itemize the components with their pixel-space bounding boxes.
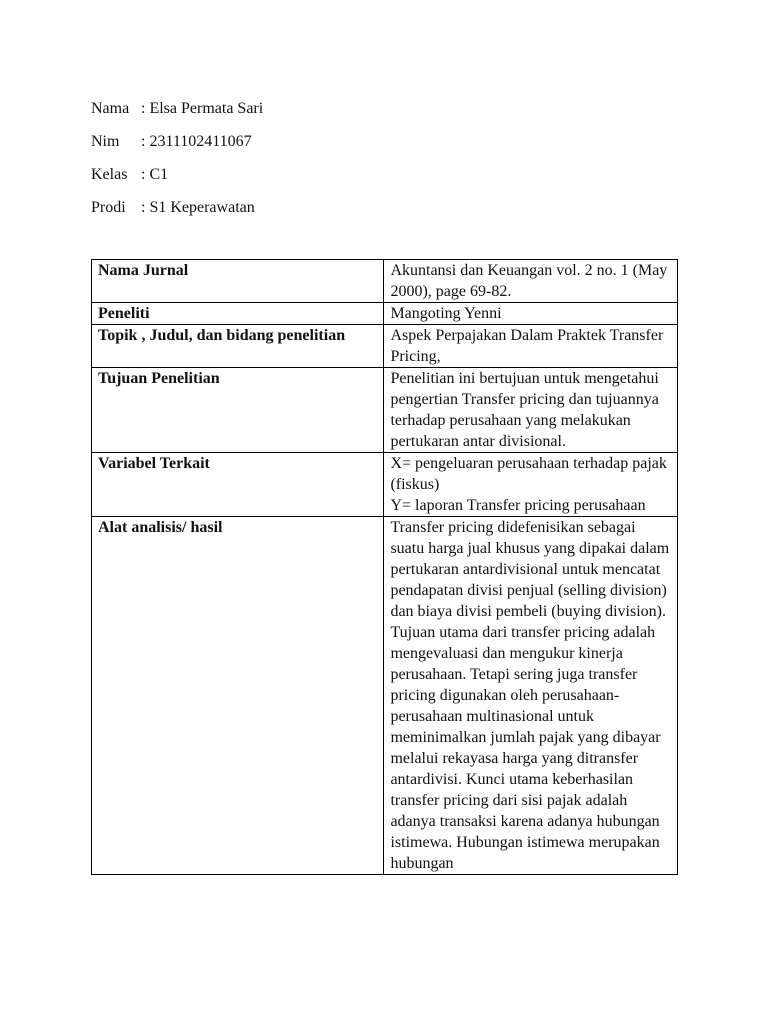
row-label: Peneliti xyxy=(92,303,384,325)
table-row xyxy=(92,325,678,368)
field-nim xyxy=(91,125,263,158)
field-value: : Elsa Permata Sari xyxy=(141,99,264,117)
field-label: Prodi xyxy=(91,198,126,216)
journal-review-table xyxy=(91,259,678,875)
field-value: : C1 xyxy=(141,165,169,183)
field-label: Nim xyxy=(91,132,120,150)
field-nama xyxy=(91,92,263,125)
row-label: Tujuan Penelitian xyxy=(92,368,384,453)
row-value: Aspek Perpajakan Dalam Praktek Transfer Pricing, xyxy=(384,325,678,368)
row-value: Penelitian ini bertujuan untuk mengetahui pengertian Transfer pricing dan tujuannya terhadap perusahaan yang melakukan pertukaran antar divisional. xyxy=(384,368,678,453)
table-row xyxy=(92,453,678,517)
row-label: Alat analisis/ hasil xyxy=(92,517,384,875)
table-row xyxy=(92,517,678,875)
variable-y: Y= laporan Transfer pricing perusahaan xyxy=(390,497,646,514)
field-label: Nama xyxy=(91,99,130,117)
table-row xyxy=(92,260,678,303)
row-label: Nama Jurnal xyxy=(92,260,384,303)
student-info xyxy=(91,92,263,224)
row-value: Mangoting Yenni xyxy=(384,303,678,325)
field-value: : S1 Keperawatan xyxy=(141,198,255,216)
table-row xyxy=(92,368,678,453)
field-label: Kelas xyxy=(91,165,128,183)
row-label: Variabel Terkait xyxy=(92,453,384,517)
field-value: : 2311102411067 xyxy=(141,132,252,150)
variable-x: X= pengeluaran perusahaan terhadap pajak (fiskus) xyxy=(390,455,667,493)
table-row xyxy=(92,303,678,325)
field-kelas xyxy=(91,158,263,191)
field-prodi xyxy=(91,191,263,224)
row-label: Topik , Judul, dan bidang penelitian xyxy=(92,325,384,368)
row-value: Akuntansi dan Keuangan vol. 2 no. 1 (May 2000), page 69-82. xyxy=(384,260,678,303)
row-value: Transfer pricing didefenisikan sebagai suatu harga jual khusus yang dipakai dalam pertukaran antardivisional untuk mencatat pendapatan divisi penjual (selling division) dan biaya divisi pembeli (buying division). Tujuan utama dari transfer pricing adalah mengevaluasi dan mengukur kinerja perusahaan. Tetapi sering juga transfer pricing digunakan oleh perusahaan-perusahaan multinasional untuk meminimalkan jumlah pajak yang dibayar melalui rekayasa harga yang ditransfer antardivisi. Kunci utama keberhasilan transfer pricing dari sisi pajak adalah adanya transaksi karena adanya hubungan istimewa. Hubungan istimewa merupakan hubungan xyxy=(384,517,678,875)
row-value xyxy=(384,453,678,517)
